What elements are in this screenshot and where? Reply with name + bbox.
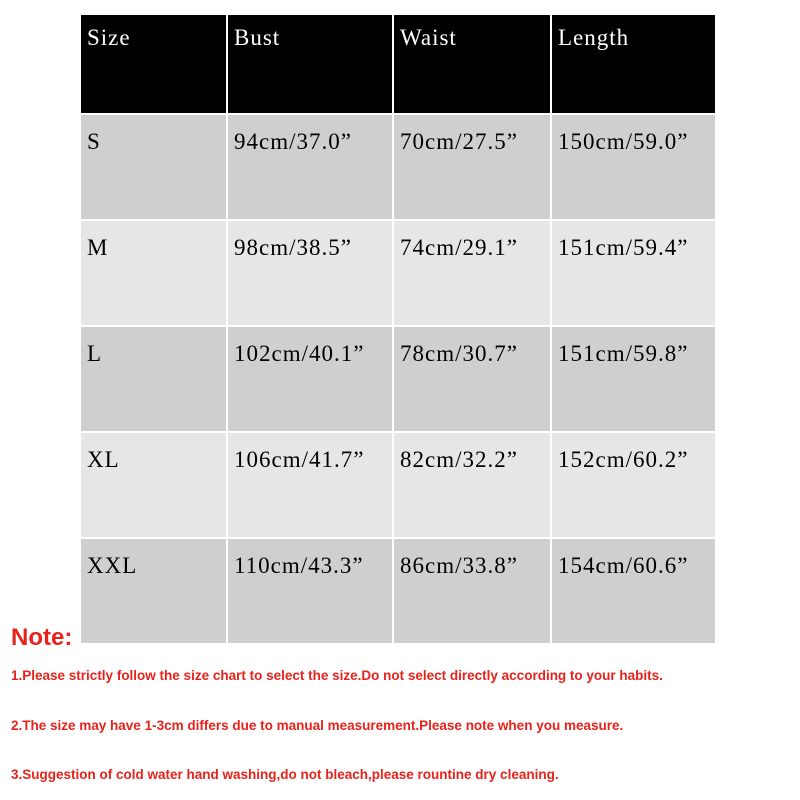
header-bust: Bust xyxy=(227,14,393,114)
table-header-row xyxy=(80,14,716,114)
cell-size: XXL xyxy=(80,538,227,644)
header-length: Length xyxy=(551,14,716,114)
note-line-2: 2.The size may have 1-3cm differs due to manual measurement.Please note when you measure. xyxy=(11,718,624,733)
cell-size: XL xyxy=(80,432,227,538)
cell-size: S xyxy=(80,114,227,220)
table-row xyxy=(80,114,716,220)
header-size: Size xyxy=(80,14,227,114)
table-row xyxy=(80,432,716,538)
table-row xyxy=(80,326,716,432)
table-row xyxy=(80,220,716,326)
cell-length: 154cm/60.6” xyxy=(551,538,716,644)
table-row xyxy=(80,538,716,644)
cell-length: 150cm/59.0” xyxy=(551,114,716,220)
cell-length: 152cm/60.2” xyxy=(551,432,716,538)
cell-waist: 70cm/27.5” xyxy=(393,114,551,220)
note-line-1: 1.Please strictly follow the size chart to select the size.Do not select directly according to your habits. xyxy=(11,668,663,683)
cell-waist: 86cm/33.8” xyxy=(393,538,551,644)
cell-bust: 98cm/38.5” xyxy=(227,220,393,326)
cell-bust: 106cm/41.7” xyxy=(227,432,393,538)
note-line-3: 3.Suggestion of cold water hand washing,do not bleach,please rountine dry cleaning. xyxy=(11,767,559,782)
note-title: Note: xyxy=(11,624,73,651)
cell-length: 151cm/59.8” xyxy=(551,326,716,432)
cell-bust: 110cm/43.3” xyxy=(227,538,393,644)
cell-waist: 78cm/30.7” xyxy=(393,326,551,432)
cell-waist: 74cm/29.1” xyxy=(393,220,551,326)
cell-length: 151cm/59.4” xyxy=(551,220,716,326)
cell-waist: 82cm/32.2” xyxy=(393,432,551,538)
cell-bust: 94cm/37.0” xyxy=(227,114,393,220)
size-chart-table xyxy=(79,13,717,645)
header-waist: Waist xyxy=(393,14,551,114)
cell-bust: 102cm/40.1” xyxy=(227,326,393,432)
cell-size: M xyxy=(80,220,227,326)
cell-size: L xyxy=(80,326,227,432)
